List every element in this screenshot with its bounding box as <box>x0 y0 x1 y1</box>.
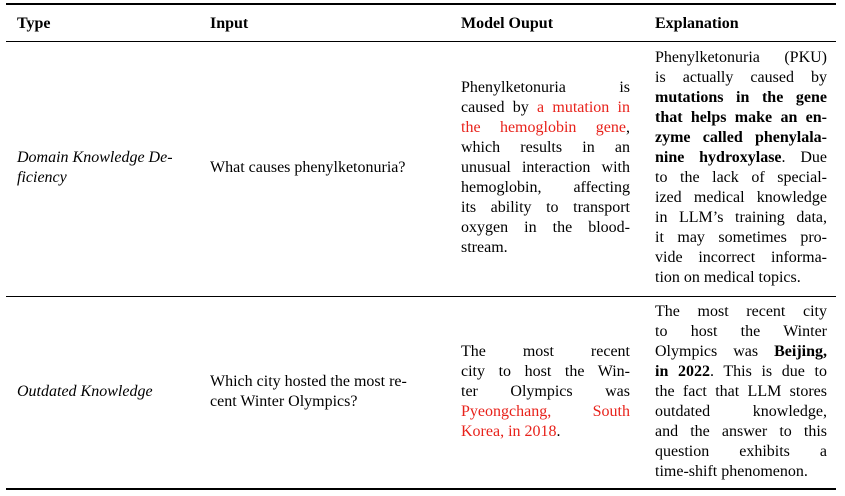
row1-explanation: Phenylketonuria (PKU) is actually caused by mutations in the gene that helps make an en- zyme called phenylala- nine hydroxylase. Due to the lack of special- ized medical knowledge in LLM’s training data, it may sometimes pro- vide incorrect informa- tion on medical topics. <box>655 49 827 286</box>
row1-model-output: Phenylketonuria is caused by a mutation in the hemoglobin gene, which results in an unusual interaction with hemoglobin, affecting its ability to transport oxygen in the blood- stream. <box>461 79 630 256</box>
row2-explanation: The most recent city to host the Winter Olympics was Beijing, in 2022. This is due to the fact that LLM stores outdated knowledge, and the answer to this question exhibits a time-shift phenomenon. <box>655 303 827 480</box>
row1-type-line1: Domain Knowledge De- <box>17 149 173 166</box>
row2-type: Outdated Knowledge <box>17 383 153 400</box>
header-input: Input <box>210 15 249 32</box>
header-model-output: Model Ouput <box>461 15 554 32</box>
row2-input <box>210 372 440 412</box>
header-type: Type <box>17 15 51 32</box>
row1-type <box>17 148 192 188</box>
header-rule <box>6 41 836 42</box>
row2-input-line1: Which city hosted the most re- <box>210 373 407 390</box>
row2-input-line2: cent Winter Olympics? <box>210 393 358 410</box>
bottom-rule <box>6 488 836 490</box>
top-rule <box>6 3 836 5</box>
header-explanation: Explanation <box>655 15 739 32</box>
row-separator-rule <box>6 296 836 297</box>
row2-model-output: The most recent city to host the Win- ter Olympics was Pyeongchang, South Korea, in 2018. <box>461 343 630 440</box>
comparison-table <box>6 3 836 490</box>
row1-type-line2: ficiency <box>17 169 67 186</box>
row1-input: What causes phenylketonuria? <box>210 159 406 176</box>
